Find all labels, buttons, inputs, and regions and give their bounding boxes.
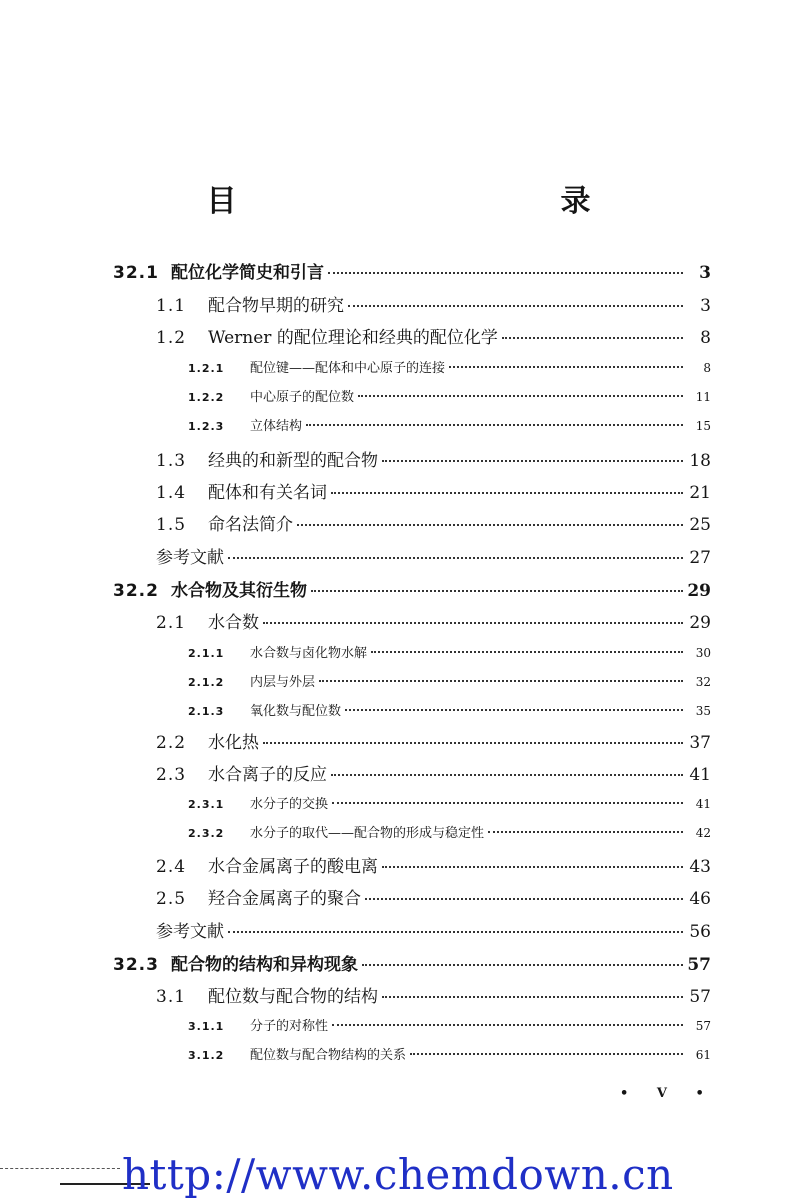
toc-number: 1.1 <box>156 296 187 316</box>
toc-title: 配位键——配体和中心原子的连接 <box>250 361 446 376</box>
toc-entry-subsection[interactable] <box>188 793 711 812</box>
toc-leader <box>331 774 683 776</box>
toc-leader <box>358 395 683 397</box>
toc-page-number: 57 <box>695 1019 711 1033</box>
toc-entry-section[interactable] <box>156 760 711 785</box>
toc-title: 经典的和新型的配合物 <box>208 451 378 471</box>
toc-title: 配合物早期的研究 <box>208 296 344 316</box>
toc-entry-section[interactable] <box>156 510 711 535</box>
toc-page-number: 35 <box>695 704 711 718</box>
toc-number: 2.5 <box>156 889 187 909</box>
toc-title: 水合数 <box>208 613 259 633</box>
toc-leader <box>311 590 683 592</box>
toc-leader <box>332 802 683 804</box>
toc-number: 2.3.2 <box>188 827 225 840</box>
toc-number: 1.2 <box>156 328 187 348</box>
toc-leader <box>319 680 683 682</box>
toc-leader <box>449 366 683 368</box>
toc-entry-subsection[interactable] <box>188 671 711 690</box>
watermark-url: http://www.chemdown.cn <box>122 1150 674 1199</box>
toc-page-number: 37 <box>689 733 711 753</box>
toc-title: 水化热 <box>208 733 259 753</box>
toc-number: 2.2 <box>156 733 187 753</box>
toc-entry-section[interactable] <box>156 446 711 471</box>
toc-number: 3.1.1 <box>188 1020 225 1033</box>
toc-page-number: 32 <box>695 675 711 689</box>
toc-entry-subsection[interactable] <box>188 386 711 405</box>
toc-title: 参考文献 <box>156 548 224 568</box>
toc-entry-subsection[interactable] <box>188 642 711 661</box>
toc-page-number: 43 <box>689 857 711 877</box>
toc-page-number: 57 <box>687 955 711 975</box>
toc-leader <box>297 524 683 526</box>
toc-title: 水合离子的反应 <box>208 765 327 785</box>
toc-leader <box>371 651 683 653</box>
toc-entry-chapter[interactable] <box>113 576 711 601</box>
toc-title: 配合物的结构和异构现象 <box>171 955 358 975</box>
toc-page-number: 8 <box>703 361 711 375</box>
toc-entry-references[interactable] <box>156 543 711 568</box>
toc-page-number: 11 <box>695 390 711 404</box>
toc-number: 2.1.1 <box>188 647 225 660</box>
toc-number: 2.3 <box>156 765 187 785</box>
toc-number: 32.2 <box>113 581 159 601</box>
toc-number: 1.2.1 <box>188 362 225 375</box>
toc-entry-subsection[interactable] <box>188 1015 711 1034</box>
toc-title: 立体结构 <box>250 419 303 434</box>
page-number-marker: • V • <box>620 1086 716 1101</box>
toc-leader <box>382 996 683 998</box>
toc-title: 水合金属离子的酸电离 <box>208 857 378 877</box>
toc-title: 配位数与配合物的结构 <box>208 987 378 1007</box>
toc-leader <box>263 742 683 744</box>
toc-leader <box>365 898 683 900</box>
toc-leader <box>502 337 683 339</box>
toc-entry-subsection[interactable] <box>188 700 711 719</box>
toc-number: 1.2.2 <box>188 391 225 404</box>
toc-number: 3.1 <box>156 987 187 1007</box>
toc-title: 命名法简介 <box>208 515 293 535</box>
toc-entry-subsection[interactable] <box>188 1044 711 1063</box>
toc-title: 水分子的交换 <box>250 797 329 812</box>
toc-number: 2.1.3 <box>188 705 225 718</box>
toc-leader <box>362 964 683 966</box>
toc-entry-references[interactable] <box>156 917 711 942</box>
toc-leader <box>488 831 683 833</box>
footer-dashed-rule <box>0 1168 120 1169</box>
toc-title: 氧化数与配位数 <box>250 704 342 719</box>
toc-page-number: 41 <box>695 797 711 811</box>
toc-page-number: 15 <box>695 419 711 433</box>
toc-page-number: 8 <box>700 328 711 348</box>
toc-page-number: 18 <box>689 451 711 471</box>
toc-entry-section[interactable] <box>156 884 711 909</box>
toc-leader <box>228 931 683 933</box>
toc-page-number: 42 <box>695 826 711 840</box>
toc-page-number: 46 <box>689 889 711 909</box>
toc-leader <box>382 866 683 868</box>
toc-entry-subsection[interactable] <box>188 822 711 841</box>
toc-leader <box>331 492 683 494</box>
toc-number: 3.1.2 <box>188 1049 225 1062</box>
toc-title: 配位化学简史和引言 <box>171 263 324 283</box>
toc-leader <box>348 305 683 307</box>
toc-page-number: 3 <box>700 296 711 316</box>
toc-leader <box>228 557 683 559</box>
toc-title: Werner 的配位理论和经典的配位化学 <box>208 328 498 348</box>
toc-leader <box>332 1024 683 1026</box>
toc-entry-section[interactable] <box>156 728 711 753</box>
toc-entry-chapter[interactable] <box>113 950 711 975</box>
toc-title: 水合物及其衍生物 <box>171 581 307 601</box>
toc-entry-section[interactable] <box>156 852 711 877</box>
toc-title: 中心原子的配位数 <box>250 390 355 405</box>
toc-leader <box>345 709 683 711</box>
page-title: 目 录 <box>206 184 679 219</box>
toc-page-number: 30 <box>695 646 711 660</box>
toc-entry-section[interactable] <box>156 608 711 633</box>
toc-entry-subsection[interactable] <box>188 415 711 434</box>
toc-page-number: 25 <box>689 515 711 535</box>
toc-entry-section[interactable] <box>156 291 711 316</box>
toc-page-number: 3 <box>699 263 711 283</box>
toc-number: 1.3 <box>156 451 187 471</box>
toc-title: 配位数与配合物结构的关系 <box>250 1048 407 1063</box>
toc-page-number: 56 <box>689 922 711 942</box>
toc-entry-section[interactable] <box>156 982 711 1007</box>
toc-number: 1.2.3 <box>188 420 225 433</box>
toc-entry-subsection[interactable] <box>188 357 711 376</box>
toc-entry-section[interactable] <box>156 478 711 503</box>
toc-entry-chapter[interactable] <box>113 258 711 283</box>
toc-page-number: 61 <box>695 1048 711 1062</box>
toc-title: 水合数与卤化物水解 <box>250 646 368 661</box>
toc-leader <box>328 272 683 274</box>
toc-number: 2.1.2 <box>188 676 225 689</box>
toc-page-number: 41 <box>689 765 711 785</box>
toc-title: 分子的对称性 <box>250 1019 329 1034</box>
toc-title: 内层与外层 <box>250 675 316 690</box>
toc-leader <box>306 424 683 426</box>
toc-title: 水分子的取代——配合物的形成与稳定性 <box>250 826 485 841</box>
toc-page-number: 21 <box>689 483 711 503</box>
toc-entry-section[interactable] <box>156 323 711 348</box>
toc-number: 2.4 <box>156 857 187 877</box>
toc-leader <box>382 460 683 462</box>
toc-number: 32.1 <box>113 263 159 283</box>
toc-number: 32.3 <box>113 955 159 975</box>
toc-title: 配体和有关名词 <box>208 483 327 503</box>
toc-page-number: 27 <box>689 548 711 568</box>
toc-number: 2.3.1 <box>188 798 225 811</box>
toc-page-number: 29 <box>689 613 711 633</box>
toc-number: 1.4 <box>156 483 187 503</box>
toc-number: 1.5 <box>156 515 187 535</box>
toc-title: 羟合金属离子的聚合 <box>208 889 361 909</box>
toc-title: 参考文献 <box>156 922 224 942</box>
toc-page-number: 57 <box>689 987 711 1007</box>
toc-page-number: 29 <box>687 581 711 601</box>
toc-leader <box>410 1053 683 1055</box>
toc-leader <box>263 622 683 624</box>
toc-number: 2.1 <box>156 613 187 633</box>
